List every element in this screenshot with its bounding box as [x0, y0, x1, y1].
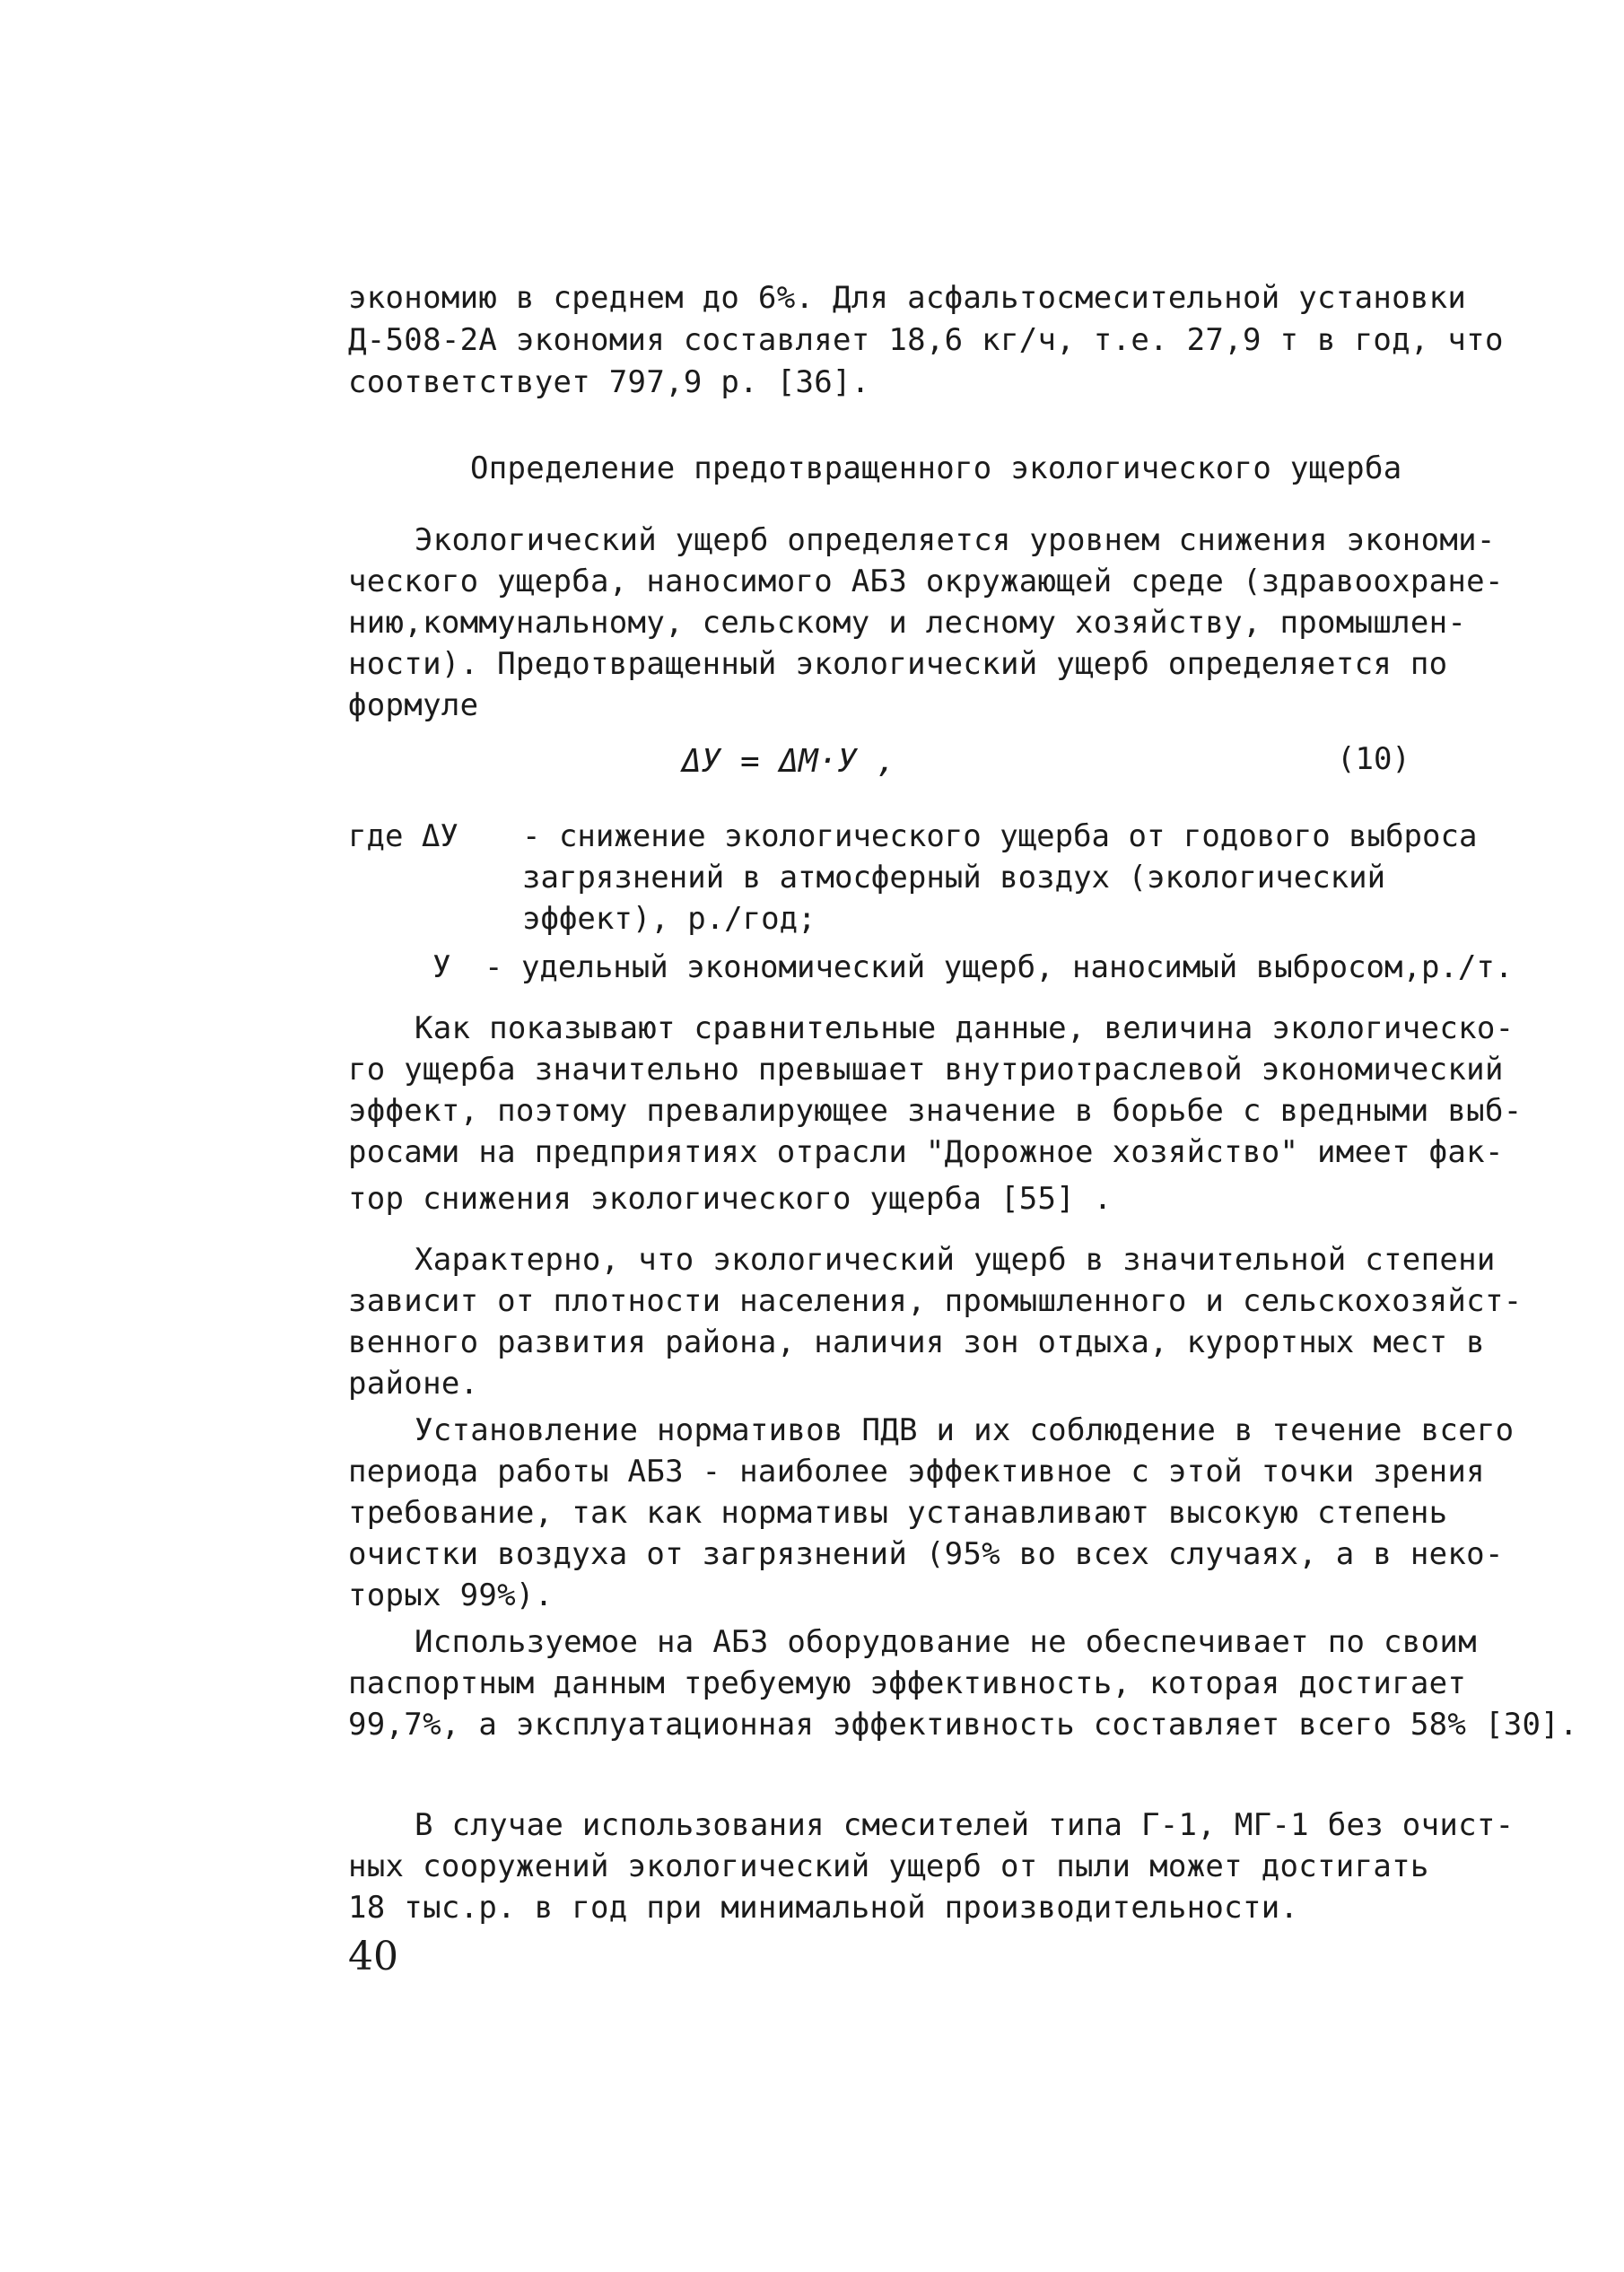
page-number: 40: [348, 1934, 398, 1979]
section-title: Определение предотвращенного экологического ущерба: [470, 450, 1402, 486]
formula: ΔУ = ΔМ·У ,: [682, 743, 896, 780]
para1-line-4: ности). Предотвращенный экологический ущерб определяется по: [348, 646, 1448, 682]
para6-line-1: В случае использования смесителей типа Г-1, МГ-1 без очист-: [415, 1807, 1515, 1843]
definition-2-line-1: - удельный экономический ущерб, наносимый выбросом,р./т.: [485, 949, 1514, 985]
para4-line-1: Установление нормативов ПДВ и их соблюдение в течение всего: [415, 1412, 1515, 1448]
para5-line-1: Используемое на АБЗ оборудование не обеспечивает по своим: [415, 1624, 1477, 1660]
para3-line-1: Характерно, что экологический ущерб в значительной степени: [415, 1242, 1496, 1278]
definition-1-line-2: загрязнений в атмосферный воздух (экологический: [522, 860, 1386, 896]
definition-symbol-2: У: [432, 949, 451, 985]
para5-line-3: 99,7%, а эксплуатационная эффективность составляет всего 58% [30].: [348, 1707, 1578, 1743]
para6-line-3: 18 тыс.р. в год при минимальной производительности.: [348, 1890, 1299, 1926]
para2-line-5: тор снижения экологического ущерба [55] .: [348, 1181, 1113, 1217]
para1-line-5: формуле: [348, 687, 479, 723]
para1-line-1: Экологический ущерб определяется уровнем снижения экономи-: [415, 522, 1496, 558]
para4-line-3: требование, так как нормативы устанавливают высокую степень: [348, 1495, 1448, 1531]
para3-line-3: венного развития района, наличия зон отдыха, курортных мест в: [348, 1324, 1485, 1360]
para6-line-2: ных сооружений экологический ущерб от пыли может достигать: [348, 1848, 1429, 1884]
definition-symbol-1: где ΔУ: [348, 818, 458, 854]
para2-line-4: росами на предприятиях отрасли "Дорожное хозяйство" имеет фак-: [348, 1134, 1504, 1170]
para2-line-1: Как показывают сравнительные данные, величина экологическо-: [415, 1010, 1515, 1046]
intro-line-1: экономию в среднем до 6%. Для асфальтосмесительной установки: [348, 280, 1467, 316]
para2-line-2: го ущерба значительно превышает внутриотраслевой экономический: [348, 1052, 1504, 1088]
para5-line-2: паспортным данным требуемую эффективность, которая достигает: [348, 1665, 1467, 1701]
formula-number: (10): [1337, 741, 1410, 777]
intro-line-2: Д-508-2А экономия составляет 18,6 кг/ч, т.е. 27,9 т в год, что: [348, 322, 1504, 358]
intro-line-3: соответствует 797,9 р. [36].: [348, 364, 870, 400]
para3-line-2: зависит от плотности населения, промышленного и сельскохозяйст-: [348, 1283, 1523, 1319]
para1-line-3: нию,коммунальному, сельскому и лесному хозяйству, промышлен-: [348, 605, 1467, 641]
definition-1-line-3: эффект), р./год;: [522, 901, 816, 937]
para2-line-3: эффект, поэтому превалирующее значение в борьбе с вредными выб-: [348, 1093, 1523, 1129]
para1-line-2: ческого ущерба, наносимого АБЗ окружающей среде (здравоохране-: [348, 564, 1504, 599]
definition-1-line-1: - снижение экологического ущерба от годового выброса: [522, 818, 1478, 854]
para4-line-4: очистки воздуха от загрязнений (95% во всех случаях, а в неко-: [348, 1536, 1504, 1572]
para4-line-5: торых 99%).: [348, 1577, 554, 1613]
para3-line-4: районе.: [348, 1366, 479, 1402]
para4-line-2: периода работы АБЗ - наиболее эффективное с этой точки зрения: [348, 1454, 1485, 1490]
